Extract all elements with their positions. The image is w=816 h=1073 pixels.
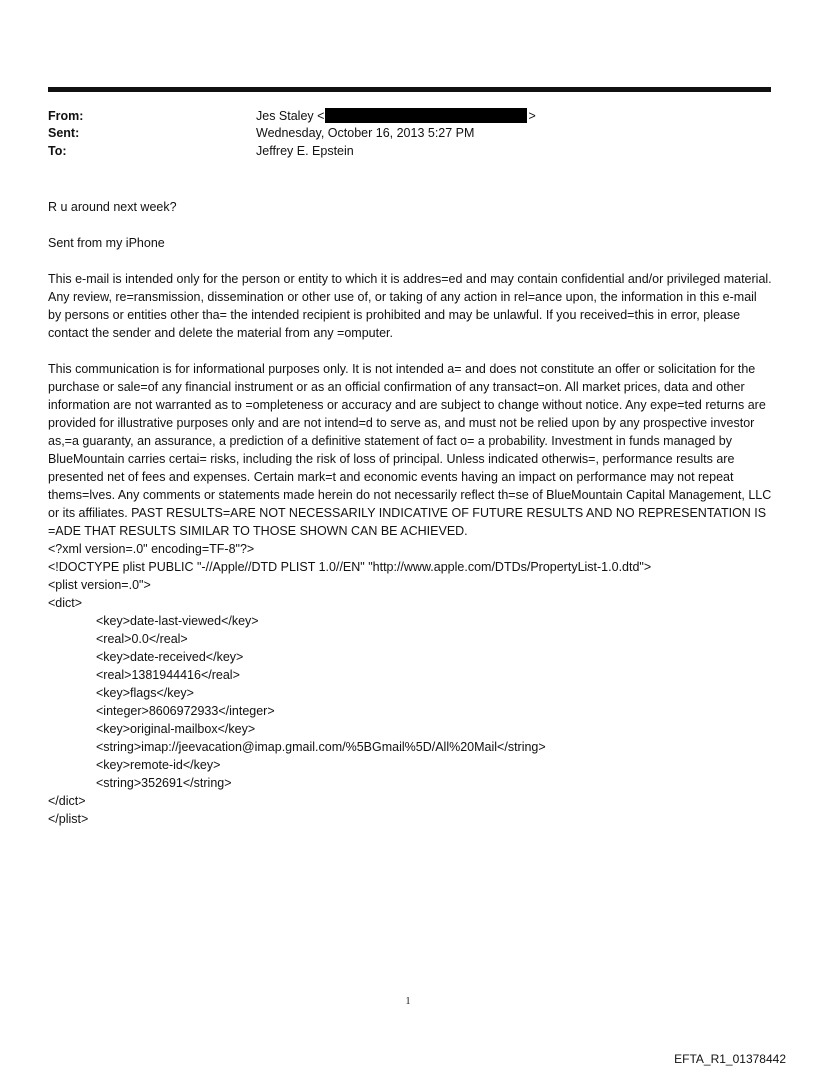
from-value [256,108,536,123]
xml-line: <key>date-last-viewed</key> [96,614,259,628]
sent-label: Sent: [48,126,80,140]
xml-line: <string>imap://jeevacation@imap.gmail.com/%5BGmail%5D/All%20Mail</string> [96,740,546,754]
signature-line: Sent from my iPhone [48,236,165,250]
from-label: From: [48,109,84,123]
xml-line: <string>352691</string> [96,776,232,790]
document-id: EFTA_R1_01378442 [674,1052,786,1066]
page-number: 1 [405,996,411,1007]
xml-line: <key>original-mailbox</key> [96,722,256,736]
sent-value: Wednesday, October 16, 2013 5:27 PM [256,126,475,140]
xml-line: <plist version=.0"> [48,578,151,592]
to-value: Jeffrey E. Epstein [256,144,354,158]
redaction-bar [325,108,527,123]
xml-line: <real>0.0</real> [96,632,188,646]
email-header [48,108,768,162]
xml-line: <key>date-received</key> [96,650,244,664]
email-body [48,198,772,828]
xml-line: <!DOCTYPE plist PUBLIC "-//Apple//DTD PLIST 1.0//EN" "http://www.apple.com/DTDs/PropertyList-1.0.dtd"> [48,560,652,574]
from-name: Jes Staley < [256,109,325,123]
xml-line: <key>flags</key> [96,686,194,700]
xml-line: <integer>8606972933</integer> [96,704,275,718]
informational-disclaimer: This communication is for informational purposes only. It is not intended a= and does not constitute an offer or solicitation for the purchase or sale=of any financial instrument or as an official confirmation of any transact=on. All market prices, data and other information are not warranted as to =ompleteness or accuracy and are subject to change without notice. Any expe=ted returns are provided for illustrative purposes only and are not intend=d to serve as, and must not be relied upon by any prospective investor as,=a guaranty, an assurance, a prediction of a definitive statement of fact o= a probability. Investment in funds managed by BlueMountain carries certai= risks, including the risk of loss of principal. Unless indicated otherwis=, performance results are presented net of fees and expenses. Certain mark=t and economic events having an impact on performance may not repeat thems=lves. Any comments or statements made herein do not necessarily reflect th=se of BlueMountain Capital Management, LLC or its affiliates. PAST RESULTS=ARE NOT NECESSARILY INDICATIVE OF FUTURE RESULTS AND NO REPRESENTATION IS =ADE THAT RESULTS SIMILAR TO THOSE SHOWN CAN BE ACHIEVED. [48,362,772,538]
xml-line: <real>1381944416</real> [96,668,240,682]
message-line: R u around next week? [48,200,177,214]
xml-line: <key>remote-id</key> [96,758,221,772]
plist-xml-block [48,540,772,828]
sent-row [48,126,768,144]
xml-line: <?xml version=.0" encoding=TF-8"?> [48,542,255,556]
xml-line: <dict> [48,596,83,610]
xml-line: </dict> [48,794,86,808]
from-close: > [528,109,536,123]
header-divider [48,87,771,92]
confidentiality-disclaimer: This e-mail is intended only for the person or entity to which it is addres=ed and may contain confidential and/or privileged material. Any review, re=ransmission, dissemination or other use of, or taking of any action in rel=ance upon, the information in this e-mail by persons or entities other tha= the intended recipient is prohibited and may be unlawful. If you received=this in error, please contact the sender and delete the material from any =omputer. [48,272,772,340]
from-row [48,108,768,126]
to-label: To: [48,144,67,158]
to-row [48,144,768,162]
xml-line: </plist> [48,812,89,826]
